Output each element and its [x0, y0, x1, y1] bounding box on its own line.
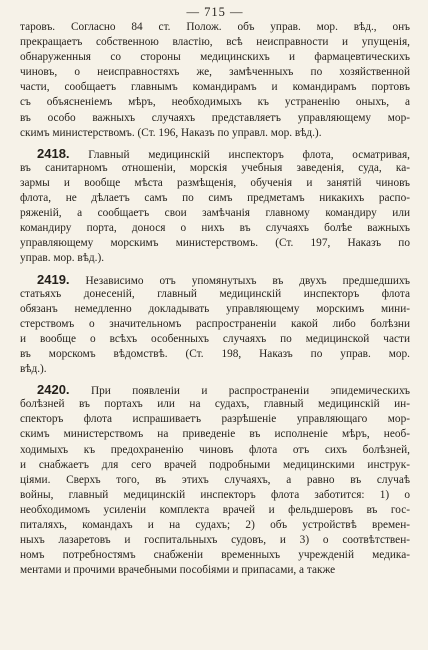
article-2419: [20, 272, 410, 378]
text-line: спекторъ флота испрашиваетъ разрѣшеніе управляющаго мор-: [20, 413, 410, 426]
text-line: обнаруженныя со стороны медицинскихъ и фармацевтическихъ: [20, 51, 410, 64]
text-line: командиру порта, донося о нихъ въ случаяхъ болѣе важныхъ: [20, 222, 410, 235]
text-line: болѣзней въ портахъ или на судахъ, главный медицинскій ин-: [20, 398, 410, 411]
text-line: [20, 146, 410, 161]
text-line: ныхъ лазаретовъ и госпитальныхъ судовъ, и 3) о соотвѣтствен-: [20, 534, 410, 547]
article-number: 2419.: [37, 271, 70, 287]
text-line: ціями. Сверхъ того, въ этихъ случаяхъ, а равно въ случаѣ: [20, 473, 410, 486]
line-text: Независимо отъ упомянутыхъ въ двухъ предшедшихъ: [85, 274, 410, 287]
text-line: ходимыхъ къ предохраненію чиновъ флота отъ сихъ болѣзней,: [20, 443, 410, 456]
text-line: [20, 382, 410, 397]
text-line: управ. мор. вѣд.).: [20, 252, 105, 265]
text-line: въ морскомъ вѣдомствѣ. (Ст. 198, Наказъ по управ. мор.: [20, 347, 410, 360]
article-2418: [20, 146, 410, 267]
text-line: прекращаетъ собственною властію, всѣ неисправности и упущенія,: [20, 36, 410, 49]
text-line: [20, 272, 410, 287]
text-line: флота, не дѣлаетъ самъ по симъ предметамъ никакихъ распо-: [20, 192, 410, 205]
text-line: питаляхъ, командахъ и на судахъ; 2) объ устройствѣ времен-: [20, 519, 410, 531]
text-line: въ особо важныхъ случаяхъ представляетъ управляющему мор-: [20, 111, 410, 124]
text-line: и вообще о всѣхъ особенныхъ случаяхъ по медицинской части: [20, 332, 410, 345]
text-line: скимъ министерствомъ. (Ст. 196, Наказъ по управл. мор. вѣд.).: [20, 126, 322, 139]
text-line: и снабжаетъ для сего врачей подробными медицинскими инструк-: [20, 458, 410, 471]
text-line: необходимомъ усиленіи комплекта врачей и фельдшеровъ въ гос-: [20, 503, 410, 516]
text-line: скимъ министерствомъ на приведеніе въ исполненіе мѣръ, необ-: [20, 428, 410, 441]
text-line: таровъ. Согласно 84 ст. Полож. объ управ. мор. вѣд., онъ: [20, 21, 410, 33]
text-line: съ объясненіемъ мѣръ, необходимыхъ къ устраненію оныхъ, а: [20, 96, 410, 109]
line-text: Главный медицинскій инспекторъ флота, осматривая,: [88, 148, 410, 161]
text-body: [20, 20, 410, 578]
text-line: въ санитарномъ отношеніи, морскія учебныя заведенія, суда, ка-: [20, 161, 410, 174]
text-line: номъ потребностямъ снабженіи временныхъ учрежденій медика-: [20, 549, 410, 562]
text-line: чиновъ, о неисправностяхъ же, замѣченныхъ по хозяйственной: [20, 66, 410, 79]
text-line: стерствомъ о значительномъ распространеніи какой либо болѣзни: [20, 317, 410, 330]
page-number: — 715 —: [186, 5, 244, 19]
text-line: статьяхъ донесеній, главный медицинскій инспекторъ флота: [20, 287, 410, 300]
line-text: При появленіи и распространеніи эпидемическихъ: [90, 385, 410, 398]
text-line: ментами и прочими врачебными пособіями и припасами, а также: [20, 564, 336, 577]
article-number: 2420.: [37, 382, 70, 398]
text-line: части, сообщаетъ главнымъ командирамъ и командирамъ портовъ: [20, 81, 410, 94]
text-line: обязанъ немедленно докладывать управляющему морскимъ мини-: [20, 302, 410, 315]
text-line: управляющему морскимъ министерствомъ. (Ст. 197, Наказъ по: [20, 237, 410, 250]
article-2420: [20, 382, 410, 578]
article-number: 2418.: [37, 145, 70, 161]
paragraph-continuation: [20, 20, 410, 141]
text-line: вѣд.).: [20, 363, 47, 376]
text-line: ряженій, а сообщаетъ свои замѣчанія главному командиру или: [20, 207, 410, 220]
text-line: зармы и вообще мѣста размѣщенія, обученія и занятій чиновъ: [20, 176, 410, 189]
text-line: войны, главный медицинскій инспекторъ флота заботится: 1) о: [20, 488, 410, 501]
